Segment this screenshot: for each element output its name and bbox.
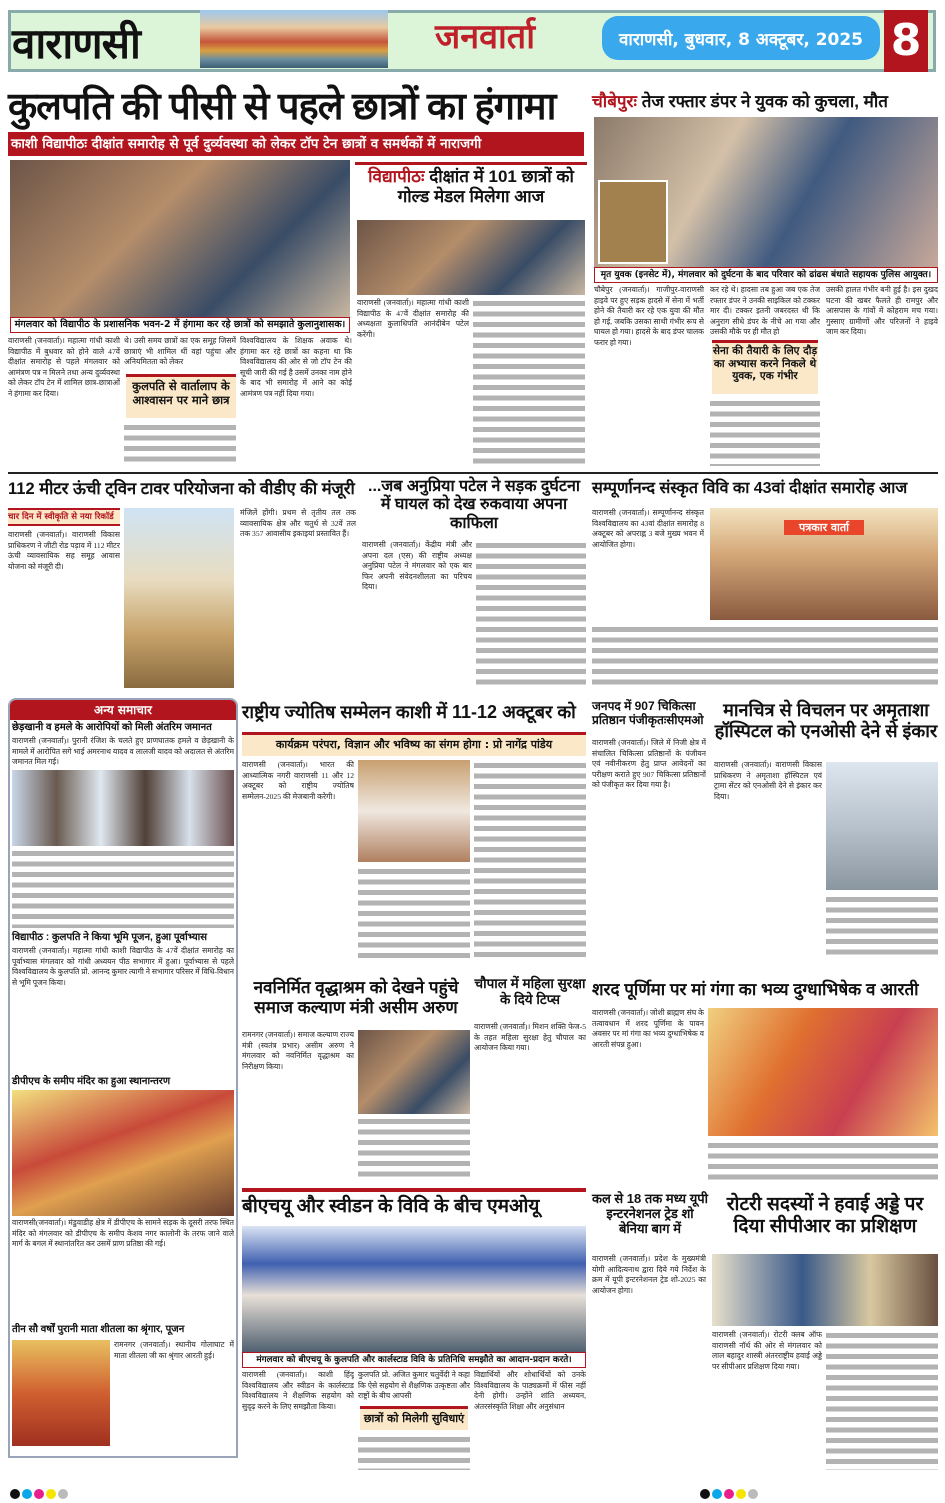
mou-photo [242, 1226, 586, 1352]
registration-marks [700, 1484, 760, 1503]
twin-tower-body: वाराणसी (जनवार्ता)। वाराणसी विकास प्राधिकरण ने जीटी रोड पड़ाव में 112 मीटर ऊंची व्यावसायिक सह समूह आवास योजना को मंजूरी दी। [8, 530, 120, 571]
twin-tower-headline: 112 मीटर ऊंची ट्विन टावर परियोजना को वीडीए की मंजूरी [8, 480, 355, 498]
anya-item-body: वाराणसी (जनवार्ता)। पुरानी रंजिश के चलते हुए प्राणघातक हमले व छेड़खानी के मामले में आरोपित सगे भाई अमरनाथ यादव व लालजी यादव को अदालत से अंतरिम जमानत मिल गई। [12, 736, 234, 766]
shitala-photo [12, 1340, 110, 1446]
cpr-training-photo [712, 1254, 938, 1326]
sampurnanand-filler [592, 624, 938, 688]
vidyapeeth-body: वाराणसी (जनवार्ता)। महात्मा गांधी काशी विद्यापीठ के 47वें दीक्षांत समारोह की अध्यक्षता कुलाधिपति आनंदीबेन पटेल करेंगी। [357, 298, 469, 339]
bhu-pullquote: छात्रों को मिलेगी सुविधाएं [360, 1406, 468, 1430]
jyotish-filler [358, 866, 470, 958]
rotary-headline: रोटरी सदस्यों ने हवाई अड्डे पर दिया सीपीआर का प्रशिक्षण [726, 1194, 924, 1237]
anya-item-headline: छेड़खानी व हमले के आरोपियों को मिली अंतरिम जमानत [12, 722, 212, 733]
vridhashram-body: रामनगर (जनवार्ता)। समाज कल्याण राज्य मंत्री (स्वतंत्र प्रभार) असीम अरुण ने मंगलवार को नवनिर्मित वृद्धाश्रम का निरीक्षण किया। [242, 1030, 354, 1071]
lead-body-filler [124, 422, 236, 466]
chaupal-body: वाराणसी (जनवार्ता)। मिशन शक्ति फेज-5 के तहत महिला सुरक्षा हेतु चौपाल का आयोजन किया गया। [474, 1022, 586, 1052]
press-conference-photo [710, 508, 938, 620]
registration-marks [10, 1484, 70, 1503]
janpad-headline: जनपद में 907 चिकित्सा प्रतिष्ठान पंजीकृतःसीएमओ [592, 699, 704, 727]
vidyapeeth-photo [357, 220, 585, 295]
anya-item-body: वाराणसी (जनवार्ता)। महात्मा गांधी काशी विद्यापीठ के 47वें दीक्षांत समारोह का पूर्वाभ्यास मंगलवार को गांधी अध्ययन पीठ सभागार में हुआ। पूर्वाभ्यास से पहले विश्वविद्यालय के कुलपति प्रो. आनन्द कुमार त्यागी ने सभागार परिसर में विधि-विधान से भूमि पूजन किया। [12, 946, 234, 987]
anya-item-body: रामनगर (जनवार्ता)। स्थानीय गोलाघाट में माता शीतला जी का श्रृंगार आरती हुई। [114, 1340, 234, 1360]
sampurnanand-headline: सम्पूर्णानन्द संस्कृत विवि का 43वां दीक्षांत समारोह आज [592, 480, 908, 497]
bhu-body-col3: विद्यार्थियों और शोधार्थियों को उनके विश्वविद्यालय के पाठ्यक्रमों में फीस नहीं देनी होगी। उन्होंने शांति अध्ययन, अंतरसंस्कृति शिक्षा और अनुसंधान [474, 1370, 586, 1411]
tradeshow-body: वाराणसी (जनवार्ता)। प्रदेश के मुख्यमंत्री योगी आदित्यनाथ द्वारा दिये गये निर्देश के क्रम में यूपी इन्टरनेशनल ट्रेड शो-2025 का आयोजन होगा। [592, 1254, 706, 1295]
chaubepur-body-col1: चौबेपुर (जनवार्ता)। गाजीपुर-वाराणसी हाइवे पर हुए सड़क हादसे में सेना में भर्ती होने की तैयारी कर रहे एक युवा की मौत हो गई, जबकि उसका साथी गंभीर रूप से घायल हो गया। हादसे के बाद डंपर चालक फरार हो गया। [594, 285, 704, 347]
red-rule [242, 1188, 586, 1192]
hospital-photo [826, 762, 938, 890]
sharad-headline: शरद पूर्णिमा पर मां गंगा का भव्य दुग्धाभिषेक व आरती [592, 980, 919, 999]
tower-render-image [124, 508, 234, 688]
lead-photo [10, 160, 350, 318]
amritashi-filler [826, 894, 938, 958]
chaubepur-filler [710, 398, 820, 466]
anya-item-headline: तीन सौ वर्षों पुरानी माता शीतला का श्रृंगार, पूजन [12, 1324, 185, 1335]
lead-body-col1: वाराणसी (जनवार्ता)। महात्मा गांधी काशी विद्यापीठ में बुधवार को होने वाले 47वें दीक्षांत समारोह से पहले मंगलवार को आमंत्रण पत्र न मिलने तथा अन्य दुर्व्यवस्था को लेकर टॉप टेन में शामिल छात्र-छात्राओं ने हंगामा कर दिया। [8, 336, 120, 398]
chaubepur-caption: मृत युवक (इनसेट में), मंगलवार को दुर्घटना के बाद परिवार को ढांढस बंधाते सहायक पुलिस आयुक्त। [594, 267, 938, 283]
bhu-filler [358, 1434, 470, 1470]
bhu-caption: मंगलवार को बीएचयू के कुलपति और कार्लस्टाड विवि के प्रतिनिधि समझौते का आदान-प्रदान करते। [242, 1352, 586, 1368]
page-number: 8 [884, 10, 928, 72]
bhu-headline: बीएचयू और स्वीडन के विवि के बीच एमओयू [242, 1196, 540, 1217]
amritashi-headline: मानचित्र से विचलन पर अमृताशा हॉस्पिटल को एनओसी देने से इंकार [714, 700, 938, 741]
rotary-filler [826, 1330, 938, 1470]
accused-photos [12, 770, 234, 846]
bhu-body-col2: कुलपति प्रो. अजित कुमार चतुर्वेदी ने कहा कि ऐसे सहयोग से शैक्षणिक उत्कृष्टता और राष्ट्रों के बीच आपसी [358, 1370, 470, 1400]
chaubepur-pullquote: सेना की तैयारी के लिए दौड़ का अभ्यास करने निकले थे युवक, एक गंभीर [712, 340, 818, 394]
minister-photo [358, 1030, 470, 1114]
lead-body-col3: विश्वविद्यालय के शिक्षक अवाक थे। हंगामा कर रहे छात्रों का कहना था कि विश्वविद्यालय की ओर से जो टॉप टेन की सूची जारी की गई है उसमें उनका नाम होने के बाद भी समारोह में आने का कोई आमंत्रण पत्र नहीं दिया गया। [240, 336, 352, 398]
chaubepur-headline [592, 92, 938, 112]
jyotish-filler [474, 760, 586, 958]
lead-subhead: काशी विद्यापीठः दीक्षांत समारोह से पूर्व दुर्व्यवस्था को लेकर टॉप टेन छात्रों व समर्थकों में नाराजगी [8, 132, 584, 156]
prof-portrait [358, 760, 470, 862]
twin-tower-tag: चार दिन में स्वीकृति से नया रिकॉर्ड [8, 508, 120, 526]
vidyapeeth-label: विद्यापीठः [368, 167, 425, 186]
ganga-aarti-photo [708, 1008, 938, 1136]
tradeshow-headline: कल से 18 तक मध्य यूपी इन्टरनेशनल ट्रेड शो बेनिया बाग में [592, 1191, 708, 1236]
anya-item-body: वाराणसी(जनवार्ता)। मंडुवाडीह क्षेत्र में डीपीएच के सामने सड़क के दूसरी तरफ स्थित मंदिर को मंगलवार को डीपीएच के समीप केशव नगर कालोनी के तरफ जाने वाले मार्ग के बगल में स्थानांतरित कर उसमें प्राण प्रतिष्ठा की गई। [12, 1218, 234, 1248]
chaubepur-headline-text: तेज रफ्तार डंपर ने युवक को कुचला, मौत [641, 92, 888, 111]
dateline: वाराणसी, बुधवार, 8 अक्टूबर, 2025 [602, 16, 880, 60]
lead-body-col2: थे। उसी समय छात्रों का एक समूह जिसमें छात्राएं भी शामिल थीं वहां पहुंचा और अनियमितता को लेकर [124, 336, 236, 366]
sharad-body: वाराणसी (जनवार्ता)। जोशी ब्राह्मण संघ के तत्वावधान में शरद पूर्णिमा के पावन अवसर पर मां गंगा का भव्य दुग्धाभिषेक व आरती संपन्न हुआ। [592, 1008, 704, 1049]
sampurnanand-body: वाराणसी (जनवार्ता)। सम्पूर्णानन्द संस्कृत विश्वविद्यालय का 43वां दीक्षांत समारोह 8 अक्टूबर को अपराह्न 3 बजे मुख्य भवन में आयोजित होगा। [592, 508, 704, 549]
bhu-body: वाराणसी (जनवार्ता)। काशी हिंदू विश्वविद्यालय और स्वीडन के कार्लस्टाड विश्वविद्यालय ने शैक्षणिक सहयोग को सुदृढ़ करने के लिए समझौता किया। [242, 1370, 354, 1411]
amritashi-body: वाराणसी (जनवार्ता)। वाराणसी विकास प्राधिकरण ने अमृताशा हॉस्पिटल एवं ट्रामा सेंटर को एनओसी देने से इंकार कर दिया। [714, 760, 822, 801]
vidyapeeth-headline-text: दीक्षांत में 101 छात्रों को गोल्ड मेडल मिलेगा आज [397, 167, 574, 206]
anya-samachar-title: अन्य समाचार [10, 700, 236, 720]
lead-pullquote: कुलपति से वार्तालाप के आश्वासन पर माने छात्र [126, 374, 236, 418]
jyotish-body: वाराणसी (जनवार्ता)। भारत की आध्यात्मिक नगरी वाराणसी 11 और 12 अक्टूबर को राष्ट्रीय ज्योतिष सम्मेलन-2025 की मेजबानी करेगी। [242, 760, 354, 801]
anya-item-headline: डीपीएच के समीप मंदिर का हुआ स्थानान्तरण [12, 1076, 171, 1087]
anya-item-filler [12, 848, 234, 928]
vidyapeeth-headline [355, 162, 587, 214]
vidyapeeth-body-filler [473, 298, 585, 466]
temple-photo [12, 1090, 234, 1216]
jyotish-subhead: कार्यक्रम परंपरा, विज्ञान और भविष्य का संगम होगा : प्रो नागेंद्र पांडेय [242, 732, 586, 756]
anya-item-headline: विद्यापीठ : कुलपति ने किया भूमि पूजन, हुआ पूर्वाभ्यास [12, 932, 208, 943]
ghats-photo [200, 10, 388, 68]
rotary-body: वाराणसी (जनवार्ता)। रोटरी क्लब ऑफ वाराणसी नॉर्थ की ओर से मंगलवार को लाल बहादुर शास्त्री अंतरराष्ट्रीय हवाई अड्डे पर सीपीआर प्रशिक्षण दिया गया। [712, 1330, 822, 1371]
lead-caption: मंगलवार को विद्यापीठ के प्रशासनिक भवन-2 में हंगामा कर रहे छात्रों को समझाते कुलानुशासक। [10, 317, 350, 333]
anupriya-body: वाराणसी (जनवार्ता)। केंद्रीय मंत्री और अपना दल (एस) की राष्ट्रीय अध्यक्ष अनुप्रिया पटेल ने मंगलवार को एक बार फिर अपनी संवेदनशीलता का परिचय दिया। [362, 540, 472, 591]
anupriya-filler [476, 540, 586, 688]
chaubepur-label: चौबेपुरः [592, 92, 637, 111]
vridhashram-filler [358, 1116, 470, 1180]
divider [8, 472, 938, 474]
inset-photo [598, 180, 668, 264]
lead-headline: कुलपति की पीसी से पहले छात्रों का हंगामा [8, 86, 556, 128]
chaubepur-body-col3: उसकी हालत गंभीर बनी हुई है। इस दुखद घटना की खबर फैलते ही रामपुर और आसपास के गांवों में कोहराम मच गया। गुस्साए ग्रामीणों और परिजनों ने हाइवे जाम कर दिया। [826, 285, 938, 336]
vridhashram-headline: नवनिर्मित वृद्धाश्रम को देखने पहुंचे समाज कल्याण मंत्री असीम अरुण [253, 978, 459, 1017]
chaupal-headline: चौपाल में महिला सुरक्षा के दिये टिप्स [474, 976, 586, 1007]
twin-tower-body-col2: मंजिलें होंगी। प्रथम से तृतीय तल तक व्यावसायिक क्षेत्र और चतुर्थ से 32वें तल तक 357 आवासीय इकाइयां प्रस्तावित हैं। [240, 508, 356, 538]
city-title: वाराणसी [12, 19, 140, 68]
brand-logo: जनवार्ता [435, 17, 535, 57]
anupriya-headline: ...जब अनुप्रिया पटेल ने सड़क दुर्घटना में घायल को देख रुकवाया अपना काफिला [368, 478, 580, 532]
jyotish-headline: राष्ट्रीय ज्योतिष सम्मेलन काशी में 11-12 अक्टूबर को [242, 702, 576, 722]
sharad-filler [708, 1140, 938, 1180]
chaubepur-body-col2: कर रहे थे। हादसा तब हुआ जब एक तेज रफ्तार डंपर ने उनकी साइकिल को टक्कर मार दी। टक्कर इतनी जबरदस्त थी कि अनुराग सीधे डंपर के नीचे आ गया और उसकी मौके पर ही मौत हो [710, 285, 820, 336]
janpad-body: वाराणसी (जनवार्ता)। जिले में निजी क्षेत्र में संचालित चिकित्सा प्रतिष्ठानों के पंजीयन एवं नवीनीकरण हेतु प्राप्त आवेदनों का परीक्षण कराते हुए 907 चिकित्सा प्रतिष्ठानों को पंजीकृत कर दिया गया है। [592, 738, 706, 789]
photo-banner: पत्रकार वार्ता [784, 520, 864, 535]
